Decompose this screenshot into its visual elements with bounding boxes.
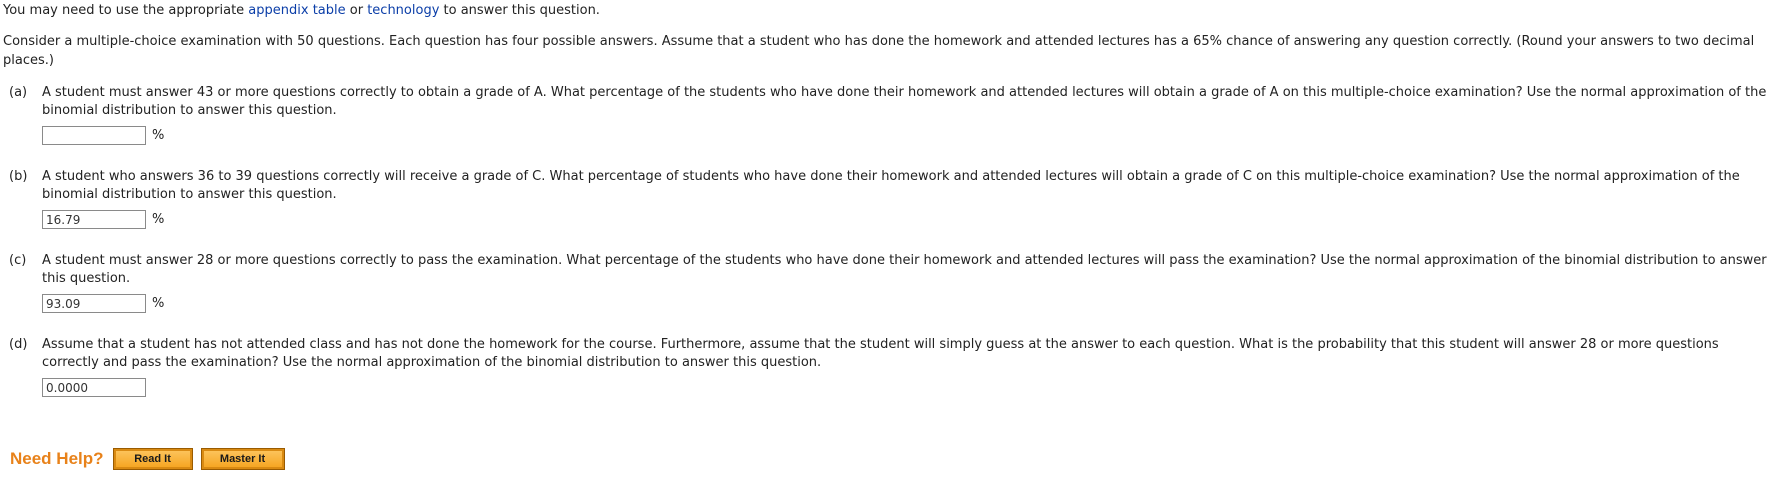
part-a-letter: (a) <box>9 85 28 100</box>
read-it-button[interactable]: Read It <box>114 449 192 469</box>
intro-prefix: You may need to use the appropriate <box>3 3 249 18</box>
part-d <box>3 336 1774 398</box>
part-b <box>3 168 1774 230</box>
part-d-text: Assume that a student has not attended class and has not done the homework for the course. Furthermore, assume that the student will simply guess at the answer to each question. What is the probability that this student will answer 28 or more questions correctly and pass the examination? Use the normal approximation of the binomial distribution to answer this question. <box>42 337 1719 370</box>
part-d-letter: (d) <box>9 337 28 352</box>
part-b-letter: (b) <box>9 169 28 184</box>
part-a-unit: % <box>152 127 165 143</box>
part-a-answer-row <box>42 125 1774 146</box>
part-b-answer-row <box>42 209 1774 230</box>
scenario-text: Consider a multiple-choice examination with 50 questions. Each question has four possible answers. Assume that a student who has done the homework and attended lectures has a 65% chance of answering any question correctly. (Round your answers to two decimal places.) <box>3 34 1755 68</box>
spacer <box>3 146 1774 168</box>
part-b-unit: % <box>152 211 165 227</box>
part-a <box>3 84 1774 146</box>
intro-middle: or <box>345 3 368 18</box>
part-b-text: A student who answers 36 to 39 questions correctly will receive a grade of C. What percentage of students who have done their homework and attended lectures will obtain a grade of C on this multiple-choice examination? Use the normal approximation of the binomial distribution to answer this question. <box>42 169 1740 202</box>
need-help-bar <box>10 449 284 469</box>
master-it-button[interactable]: Master It <box>202 449 284 469</box>
part-d-answer-input[interactable] <box>42 378 146 397</box>
part-c-answer-input[interactable] <box>42 294 146 313</box>
technology-link[interactable]: technology <box>367 3 440 18</box>
intro-line <box>3 2 1774 19</box>
spacer <box>3 314 1774 336</box>
part-c-text: A student must answer 28 or more questions correctly to pass the examination. What percentage of the students who have done their homework and attended lectures will pass the examination? Use the normal approximation of the binomial distribution to answer this question. <box>42 253 1767 286</box>
part-b-answer-input[interactable] <box>42 210 146 229</box>
part-c-unit: % <box>152 295 165 311</box>
spacer <box>3 230 1774 252</box>
need-help-label: Need Help? <box>10 449 104 468</box>
appendix-table-link[interactable]: appendix table <box>248 3 346 18</box>
part-c <box>3 252 1774 314</box>
part-a-text: A student must answer 43 or more questions correctly to obtain a grade of A. What percentage of the students who have done their homework and attended lectures will obtain a grade of A on this multiple-choice examination? Use the normal approximation of the binomial distribution to answer this question. <box>42 85 1767 118</box>
part-c-answer-row <box>42 293 1774 314</box>
part-c-letter: (c) <box>9 253 27 268</box>
part-d-answer-row <box>42 377 1774 398</box>
part-a-answer-input[interactable] <box>42 126 146 145</box>
intro-suffix: to answer this question. <box>439 3 600 18</box>
